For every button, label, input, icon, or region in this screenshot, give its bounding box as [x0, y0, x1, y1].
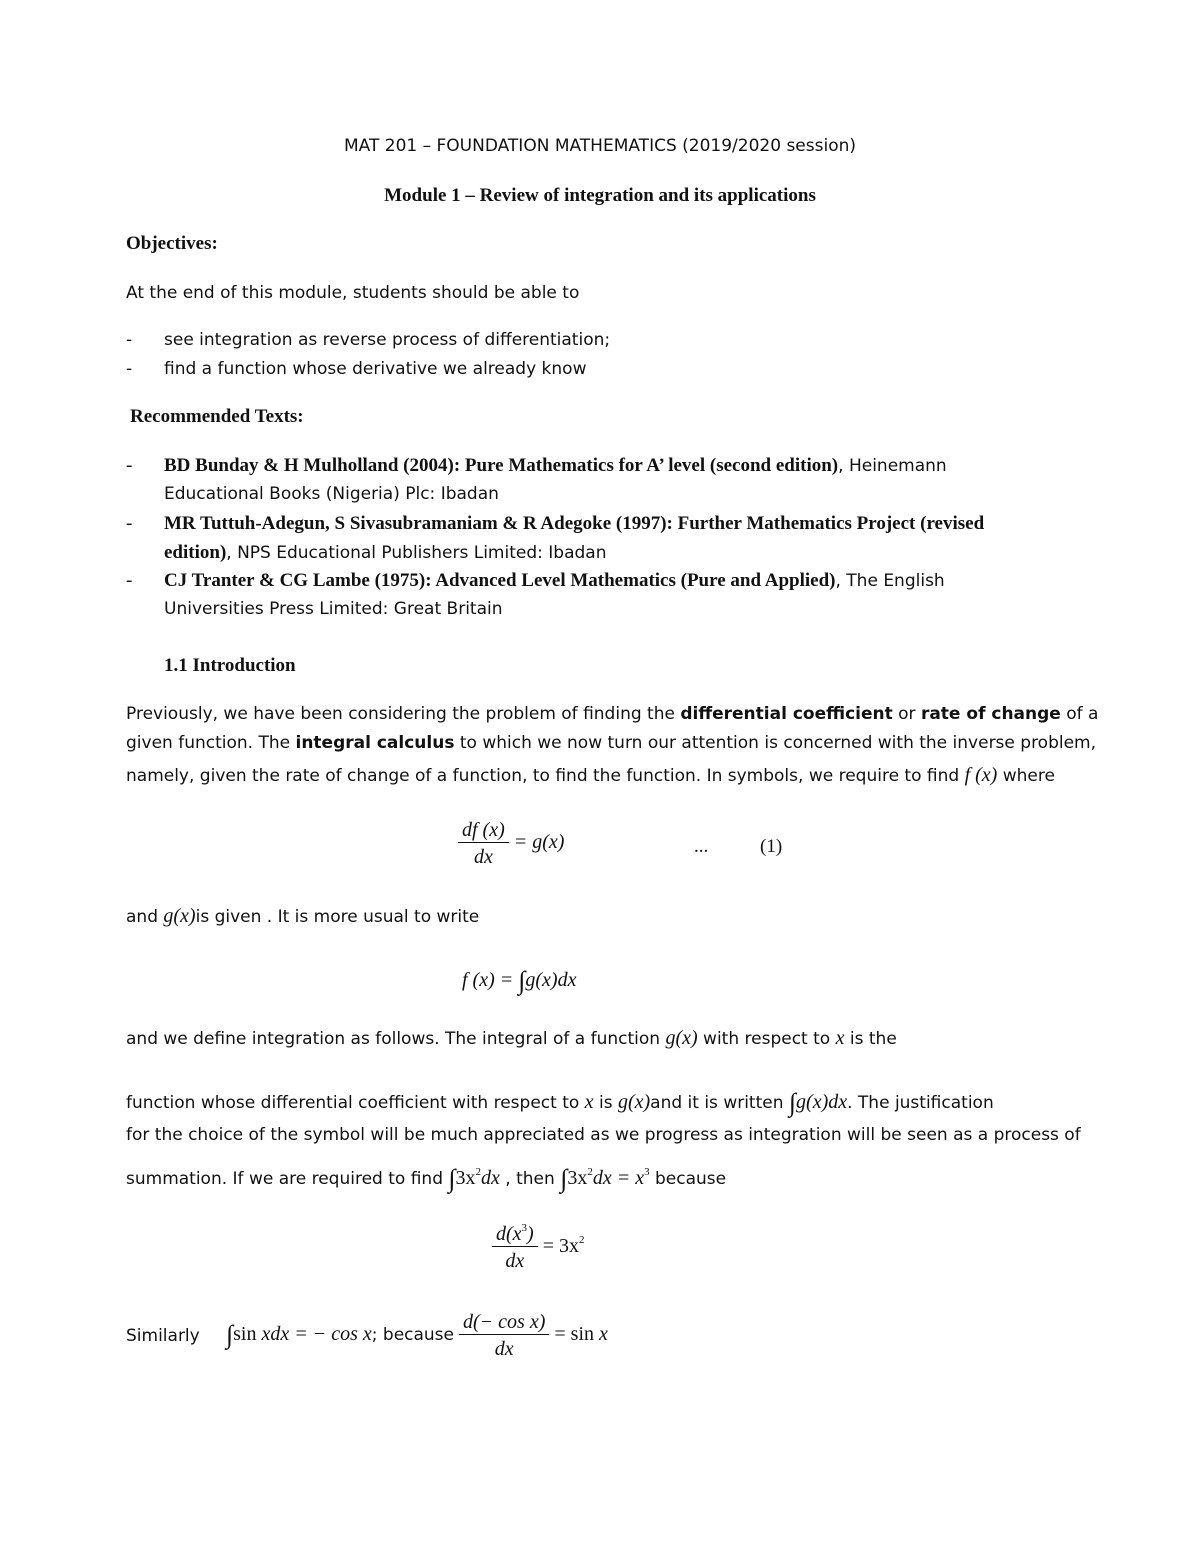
equation-denominator: dx — [459, 1334, 549, 1361]
integral-sign: ∫ — [788, 1088, 797, 1117]
objective-bullet: - — [126, 330, 133, 350]
equation-numerator: $d(x^3)$ — [496, 1222, 534, 1245]
reference-publisher: , Heinemann — [838, 456, 947, 476]
reference-item — [164, 570, 945, 593]
text-bullet: - — [126, 570, 133, 591]
math-inline: g(x) — [163, 905, 196, 927]
paragraph-line: and g(x)is given . It is more usual to write — [126, 905, 480, 927]
paragraph-line: summation. If we are required to find $\int 3x^2dx$ , then $\int 3x^2dx = x^3$ because — [126, 1164, 727, 1193]
objectives-intro: At the end of this module, students should be able to — [126, 283, 580, 303]
reference-publisher: , The English — [835, 571, 945, 591]
equation-number: (1) — [760, 836, 783, 857]
reference-title: BD Bunday & H Mulholland (2004): Pure Mathematics for A’ level (second edition) — [164, 455, 839, 476]
integral-sign: ∫ — [448, 1164, 456, 1193]
equation-numerator: d(− cos x) — [463, 1311, 546, 1333]
objective-bullet: - — [126, 359, 133, 379]
equation-denominator: dx — [492, 1246, 538, 1273]
reference-item — [164, 513, 984, 536]
reference-title: CJ Tranter & CG Lambe (1975): Advanced Level Mathematics (Pure and Applied) — [164, 570, 836, 591]
document-title: MAT 201 – FOUNDATION MATHEMATICS (2019/2020 session) — [343, 136, 857, 156]
equation-numerator: df (x) — [462, 819, 505, 841]
integral-sign: ∫ — [518, 966, 526, 995]
reference-publisher: Universities Press Limited: Great Britain — [164, 599, 503, 619]
integral-sign: ∫ — [226, 1320, 234, 1350]
equation-3: $\frac{d(x^3)}{dx}$ = $3x^2$ — [492, 1222, 585, 1273]
reference-publisher: , NPS Educational Publishers Limited: Ibadan — [226, 543, 607, 563]
text-bullet: - — [126, 455, 133, 476]
paragraph-line: Previously, we have been considering the problem of finding the differential coefficient or rate of change of a — [126, 704, 1099, 724]
similarly-label: Similarly — [126, 1326, 200, 1346]
objective-item: see integration as reverse process of differentiation; — [164, 330, 611, 350]
math-inline: f (x) — [964, 764, 998, 786]
texts-heading: Recommended Texts: — [130, 406, 304, 427]
equation-rhs: = g(x) — [513, 831, 565, 854]
integral-sign: ∫ — [560, 1164, 568, 1193]
paragraph-line: namely, given the rate of change of a function, to find the function. In symbols, we require to find f (x) where — [126, 764, 1055, 786]
math-inline: g(x) — [665, 1027, 698, 1049]
reference-publisher: Educational Books (Nigeria) Plc: Ibadan — [164, 484, 499, 504]
module-title: Module 1 – Review of integration and its applications — [384, 185, 816, 206]
equation-1 — [458, 818, 564, 869]
paragraph-line: function whose differential coefficient with respect to x is g(x)and it is written ∫g(x)dx. The justification — [126, 1088, 994, 1117]
reference-title: MR Tuttuh-Adegun, S Sivasubramaniam & R Adegoke (1997): Further Mathematics Project (revised — [164, 513, 985, 534]
equation-denominator: dx — [458, 842, 509, 869]
equation-2: f (x) = ∫g(x)dx — [462, 966, 577, 995]
paragraph-line: for the choice of the symbol will be much appreciated as we progress as integration will be seen as a process of — [126, 1125, 1081, 1145]
reference-item — [164, 455, 947, 478]
math-inline: x — [835, 1027, 845, 1049]
section-heading: 1.1 Introduction — [164, 655, 296, 676]
paragraph-line: given function. The integral calculus to which we now turn our attention is concerned with the inverse problem, — [126, 733, 1097, 753]
objective-item: find a function whose derivative we already know — [164, 359, 587, 379]
paragraph-line: and we define integration as follows. The integral of a function g(x) with respect to x is the — [126, 1027, 897, 1049]
equation-dots: ... — [694, 836, 709, 857]
reference-item-cont — [164, 542, 606, 565]
reference-title: edition) — [164, 542, 227, 563]
objectives-heading: Objectives: — [126, 233, 218, 254]
text-bullet: - — [126, 513, 133, 534]
equation-4: ∫sin xdx = − cos x; because $\frac{\text{d(− cos x)}}{dx}$ = sin x — [226, 1311, 608, 1360]
